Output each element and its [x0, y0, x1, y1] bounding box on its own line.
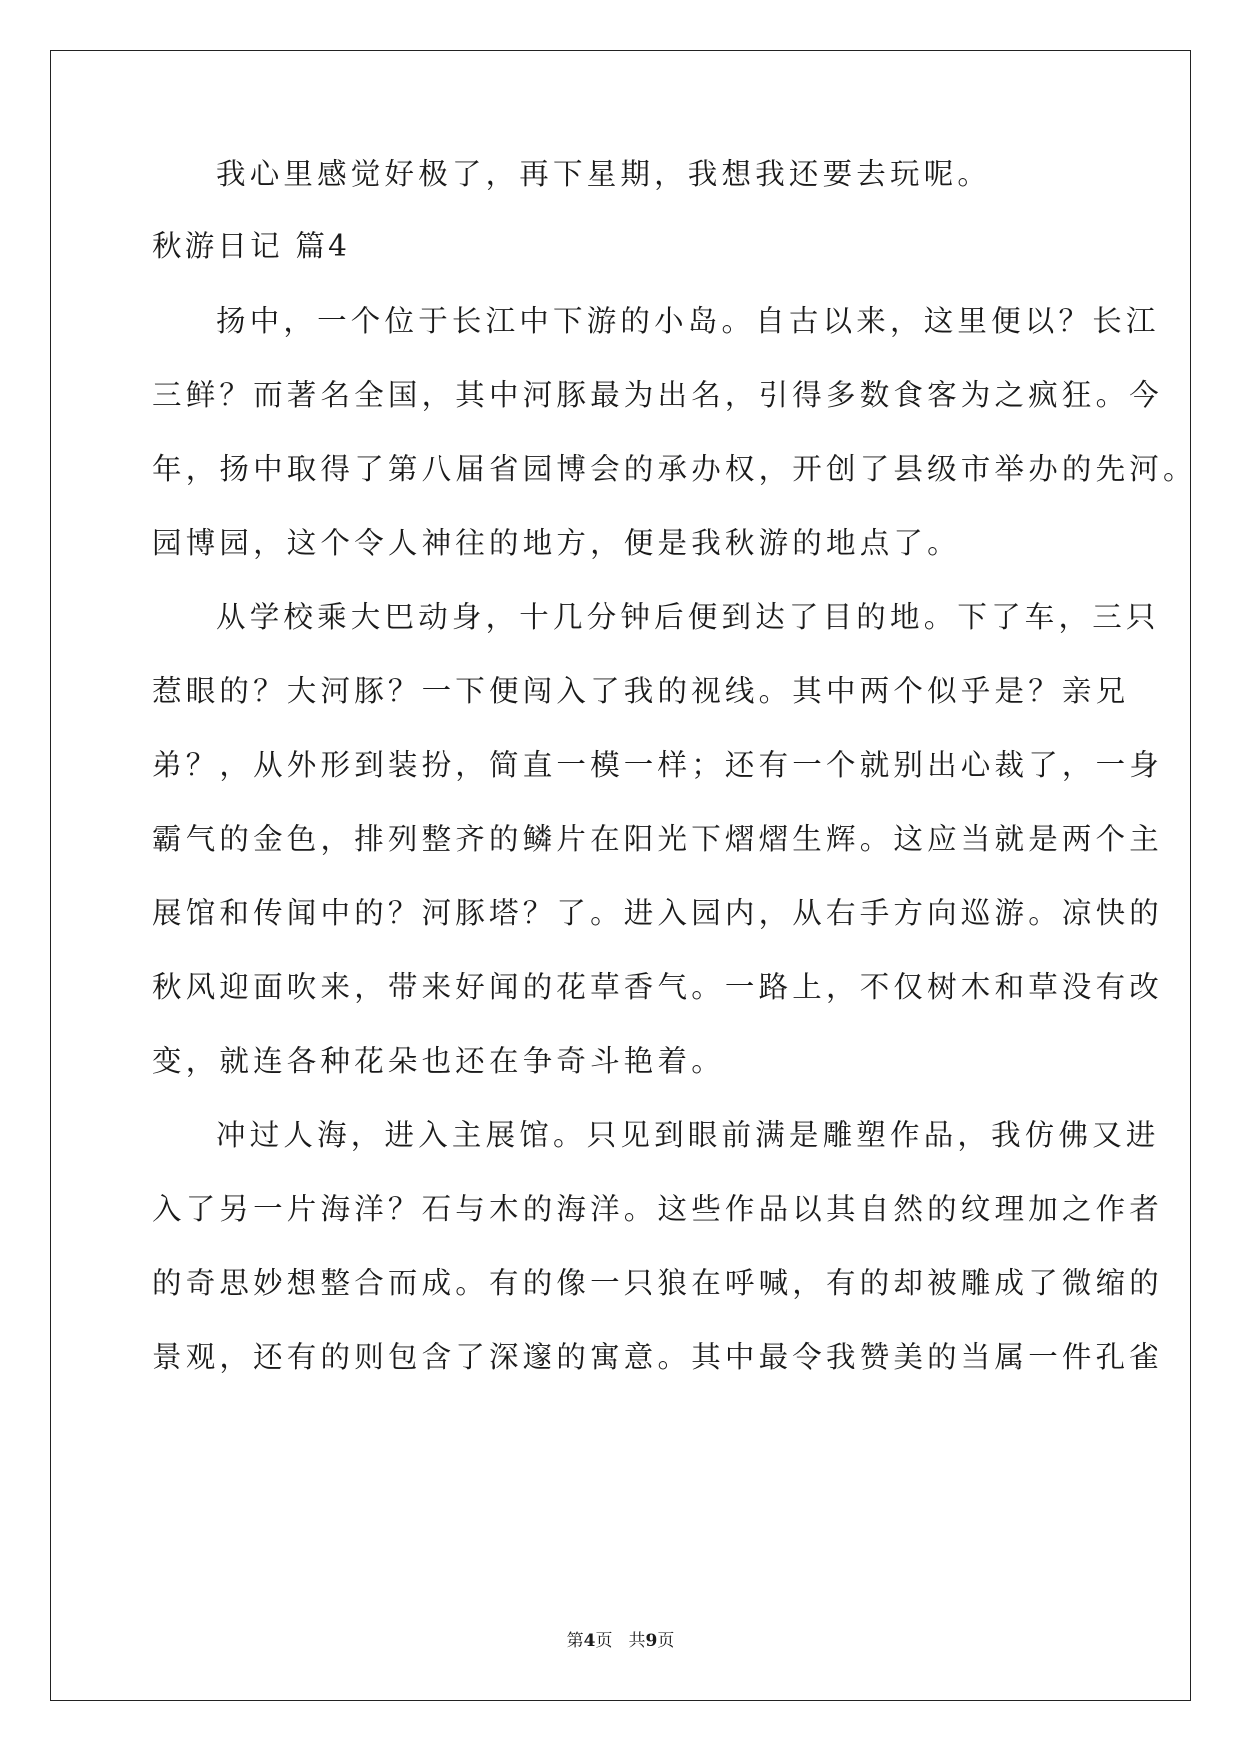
- paragraph-line: 的奇思妙想整合而成。有的像一只狼在呼喊，有的却被雕成了微缩的: [152, 1266, 1164, 1300]
- page-border: [50, 50, 1191, 1701]
- paragraph-line: 园博园，这个令人神往的地方，便是我秋游的地点了。: [152, 526, 961, 560]
- paragraph-line: 从学校乘大巴动身，十几分钟后便到达了目的地。下了车，三只: [216, 600, 1160, 634]
- page-footer: [0, 1630, 1241, 1652]
- paragraph-line: 景观，还有的则包含了深邃的寓意。其中最令我赞美的当属一件孔雀: [152, 1340, 1164, 1374]
- paragraph-line: 入了另一片海洋？石与木的海洋。这些作品以其自然的纹理加之作者: [152, 1192, 1164, 1226]
- paragraph-line: 展馆和传闻中的？河豚塔？了。进入园内，从右手方向巡游。凉快的: [152, 896, 1164, 930]
- paragraph-line: 扬中，一个位于长江中下游的小岛。自古以来，这里便以？长江: [216, 304, 1160, 338]
- footer-page-label: 页: [595, 1631, 613, 1651]
- paragraph-line: 惹眼的？大河豚？一下便闯入了我的视线。其中两个似乎是？亲兄: [152, 674, 1130, 708]
- footer-prefix: 第: [566, 1631, 584, 1651]
- paragraph-line: 霸气的金色，排列整齐的鳞片在阳光下熠熠生辉。这应当就是两个主: [152, 822, 1164, 856]
- paragraph-line: 秋风迎面吹来，带来好闻的花草香气。一路上，不仅树木和草没有改: [152, 970, 1164, 1004]
- current-page-number: 4: [583, 1631, 596, 1651]
- paragraph-line: 弟？，从外形到装扮，简直一模一样；还有一个就别出心裁了，一身: [152, 748, 1164, 782]
- paragraph-line: 变，就连各种花朵也还在争奇斗艳着。: [152, 1044, 725, 1078]
- paragraph-line: 年，扬中取得了第八届省园博会的承办权，开创了县级市举办的先河。: [152, 452, 1197, 486]
- footer-total-label: 页: [657, 1631, 675, 1651]
- paragraph-line: 冲过人海，进入主展馆。只见到眼前满是雕塑作品，我仿佛又进: [216, 1118, 1160, 1152]
- section-heading: 秋游日记 篇4: [152, 229, 351, 263]
- total-page-number: 9: [645, 1631, 658, 1651]
- paragraph-line: 我心里感觉好极了，再下星期，我想我还要去玩呢。: [216, 157, 992, 191]
- footer-total-prefix: 共: [628, 1631, 646, 1651]
- paragraph-line: 三鲜？而著名全国，其中河豚最为出名，引得多数食客为之疯狂。今: [152, 378, 1164, 412]
